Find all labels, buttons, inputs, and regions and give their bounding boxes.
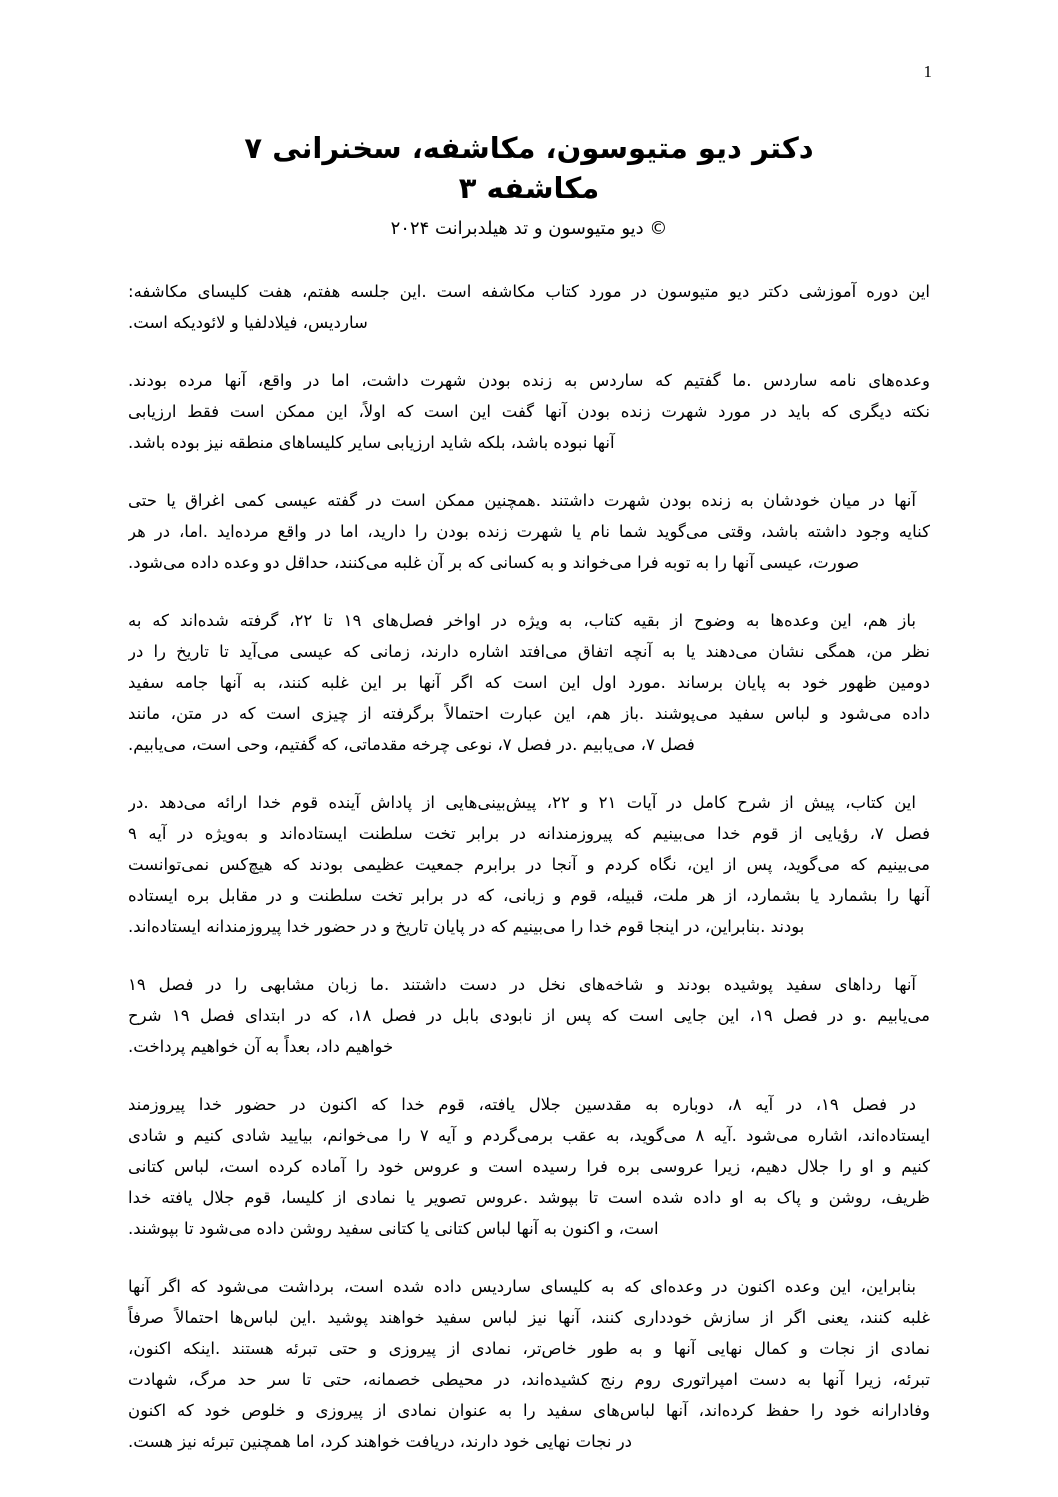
- text-line: آنها را بشمارد یا بشمارد، از هر ملت، قبیله، قوم و زبانی، که در برابر تخت سلطنت و در مقابل بره ایستاده: [128, 886, 930, 905]
- text-line: کنیم و او را جلال دهیم، زیرا عروسی بره فرا رسیده است و عروس خود را آماده کرده است، لباس کتانی: [128, 1157, 930, 1176]
- title-line-1: دکتر دیو متیوسون، مکاشفه، سخنرانی ۷: [244, 131, 814, 165]
- text-line: ،نمادی از نجات و کمال نهایی آنها و به طور خاص‌تر، نمادی از پیروزی و حتی تبرئه هستند .اینکه اکنون: [128, 1339, 930, 1358]
- paragraph: [128, 276, 930, 338]
- document-body: [128, 276, 930, 1484]
- text-line: .وعده‌های نامه ساردس .ما گفتیم که ساردس به زنده بودن شهرت داشت، اما در واقع، آنها مرده بودند: [128, 371, 930, 390]
- text-line: تبرئه، زیرا آنها به دست امپراتوری روم رنج کشیده‌اند، در محیطی خصمانه، حتی تا سر حد مرگ، شهادت: [128, 1370, 930, 1389]
- paragraph: [128, 787, 930, 942]
- text-line: .بودند .بنابراین، در اینجا قوم خدا را می‌بینیم که در پایان تاریخ و در حضور خدا پیروزمندانه ایستاده‌اند: [128, 917, 805, 936]
- text-line: بنابراین، این وعده اکنون در وعده‌ای که به کلیسای ساردیس داده شده است، برداشت می‌شود که اگر آنها: [128, 1277, 916, 1296]
- text-line: .است، و اکنون به آنها لباس کتانی یا کتانی سفید روشن داده می‌شود تا بپوشند: [128, 1219, 659, 1238]
- text-line: .ساردیس، فیلادلفیا و لائودیکه است: [128, 313, 368, 332]
- paragraph: [128, 605, 930, 760]
- author-copyright: دیو متیوسون و تد هیلدبرانت ۲۰۲۴ ©: [390, 218, 668, 239]
- text-line: .در نجات نهایی خود دارند، دریافت خواهند کرد، اما همچنین تبرئه نیز هست: [128, 1432, 633, 1451]
- text-line: داده می‌شود و لباس سفید می‌پوشند .باز هم، این عبارت احتمالاً برگرفته از چیزی است که در متن، مانند: [128, 704, 930, 723]
- page-number: 1: [923, 62, 932, 81]
- text-line: نظر من، همگی نشان می‌دهند یا به آنچه اتفاق می‌افتد اشاره دارند، زمانی که عیسی می‌آید تا تاریخ را در: [128, 642, 930, 661]
- text-line: باز هم، این وعده‌ها به وضوح از بقیه کتاب، به ویژه در اواخر فصل‌های ۱۹ تا ۲۲، گرفته شده‌اند که به: [128, 611, 917, 630]
- text-line: دومین ظهور خود به پایان برساند .مورد اول این است که اگر آنها بر این غلبه کنند، به آنها جامه سفید: [128, 673, 930, 692]
- text-line: نکته دیگری که باید در مورد شهرت زنده بودن آنها گفت این است که اولاً، این ممکن است فقط ارزیابی: [128, 402, 930, 421]
- paragraph: [128, 1271, 930, 1457]
- title-line-2: مکاشفه ۳: [458, 171, 600, 205]
- text-line: فصل ۷، رؤیایی از قوم خدا می‌بینیم که پیروزمندانه در برابر تخت سلطنت ایستاده‌اند و به‌ویژه در آیه ۹: [128, 824, 930, 843]
- text-line: :این دوره آموزشی دکتر دیو متیوسون در مورد کتاب مکاشفه است .این جلسه هفتم، هفت کلیسای مکاشفه: [128, 282, 930, 301]
- text-line: .خواهیم داد، بعداً به آن خواهیم پرداخت: [128, 1037, 394, 1056]
- text-line: می‌یابیم .و در فصل ۱۹، این جایی است که پس از نابودی بابل در فصل ۱۸، که در ابتدای فصل ۱۹ شرح: [128, 1006, 930, 1025]
- text-line: در فصل ۱۹، در آیه ۸، دوباره به مقدسین جلال یافته، قوم خدا که اکنون در حضور خدا پیروزمند: [128, 1095, 916, 1114]
- page-title: [0, 128, 1058, 208]
- text-line: آنها در میان خودشان به زنده بودن شهرت داشتند .همچنین ممکن است در گفته عیسی کمی اغراق یا حتی: [128, 491, 916, 510]
- text-line: ظریف، روشن و پاک به او داده شده است تا بپوشد .عروس تصویر یا نمادی از کلیسا، قوم جلال یافته خدا: [128, 1188, 930, 1207]
- text-line: غلبه کنند، یعنی اگر از سازش خودداری کنند، آنها نیز لباس سفید خواهند پوشید .این لباس‌ها احتمالاً صرفاً: [128, 1308, 930, 1327]
- text-line: .صورت، عیسی آنها را به توبه فرا می‌خواند و به کسانی که بر آن غلبه می‌کنند، حداقل دو وعده داده می‌شود: [128, 553, 860, 572]
- text-line: آنها رداهای سفید پوشیده بودند و شاخه‌های نخل در دست داشتند .ما زبان مشابهی را در فصل ۱۹: [128, 975, 916, 994]
- paragraph: [128, 365, 930, 458]
- text-line: .فصل ۷، می‌یابیم .در فصل ۷، نوعی چرخه مقدماتی، که گفتیم، وحی است، می‌یابیم: [128, 735, 695, 754]
- text-line: وفادارانه خود را حفظ کرده‌اند، آنها لباس‌های سفید را به عنوان نمادی از پیروزی و خلوص خود که اکنون: [128, 1401, 930, 1420]
- text-line: کنایه وجود داشته باشد، وقتی می‌گوید شما نام یا شهرت زنده بودن را دارید، اما در واقع مرده‌اید .اما، در هر: [128, 522, 930, 541]
- paragraph: [128, 1089, 930, 1244]
- text-line: .آنها نبوده باشد، بلکه شاید ارزیابی سایر کلیساهای منطقه نیز بوده باشد: [128, 433, 615, 452]
- paragraph: [128, 485, 930, 578]
- text-line: می‌بینیم که می‌گوید، پس از این، نگاه کردم و آنجا در برابرم جمعیت عظیمی بودند که هیچ‌کس نمی‌توانست: [128, 855, 930, 874]
- text-line: این کتاب، پیش از شرح کامل در آیات ۲۱ و ۲۲، پیش‌بینی‌هایی از پاداش آینده قوم خدا ارائه می‌دهد .در: [128, 793, 916, 812]
- text-line: ایستاده‌اند، اشاره می‌شود .آیه ۸ می‌گوید، به عقب برمی‌گردم و آیه ۷ را می‌خوانم، بیایید شادی کنیم و شادی: [128, 1126, 930, 1145]
- paragraph: [128, 969, 930, 1062]
